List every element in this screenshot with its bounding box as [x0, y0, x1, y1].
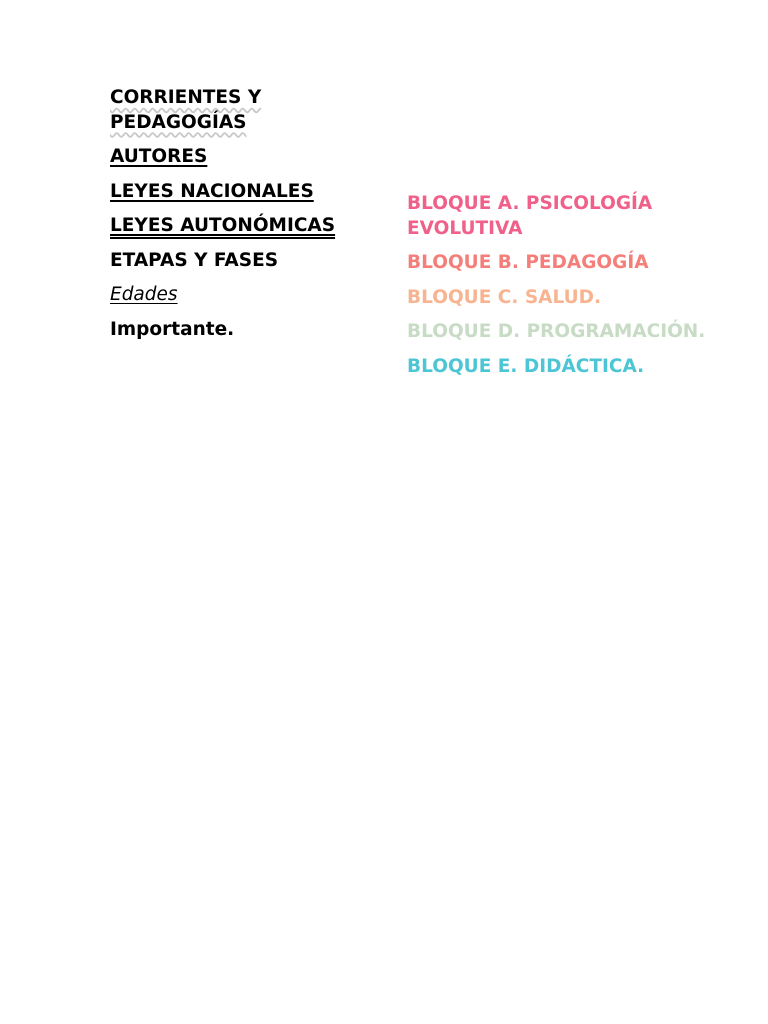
legend-importante — [110, 318, 380, 343]
legend-etapas-text: ETAPAS Y FASES — [110, 249, 279, 271]
legend-leyes-autonomicas — [110, 214, 380, 239]
legend-autores — [110, 145, 380, 170]
legend-importante-text: Importante. — [110, 318, 235, 340]
bloque-d: BLOQUE D. PROGRAMACIÓN. — [407, 321, 706, 342]
legend-etapas — [110, 249, 380, 274]
legend-edades-text: Edades — [110, 284, 178, 305]
bloque-a: BLOQUE A. PSICOLOGÍA EVOLUTIVA — [407, 193, 653, 239]
legend-leyes-autonomicas-text: LEYES AUTONÓMICAS — [110, 215, 336, 236]
legend-left-column — [110, 86, 380, 352]
legend-leyes-nacionales-text: LEYES NACIONALES — [110, 180, 314, 202]
bloque-b: BLOQUE B. PEDAGOGÍA — [407, 252, 649, 273]
bloque-c: BLOQUE C. SALUD. — [407, 286, 602, 308]
legend-leyes-nacionales — [110, 180, 380, 205]
legend-corrientes — [110, 86, 380, 135]
legend-autores-text: AUTORES — [110, 146, 208, 167]
legend-corrientes-text: CORRIENTES Y PEDAGOGÍAS — [110, 87, 262, 133]
bloque-e: BLOQUE E. DIDÁCTICA. — [407, 355, 645, 377]
legend-edades — [110, 283, 380, 308]
bloques-right-column — [407, 192, 707, 389]
